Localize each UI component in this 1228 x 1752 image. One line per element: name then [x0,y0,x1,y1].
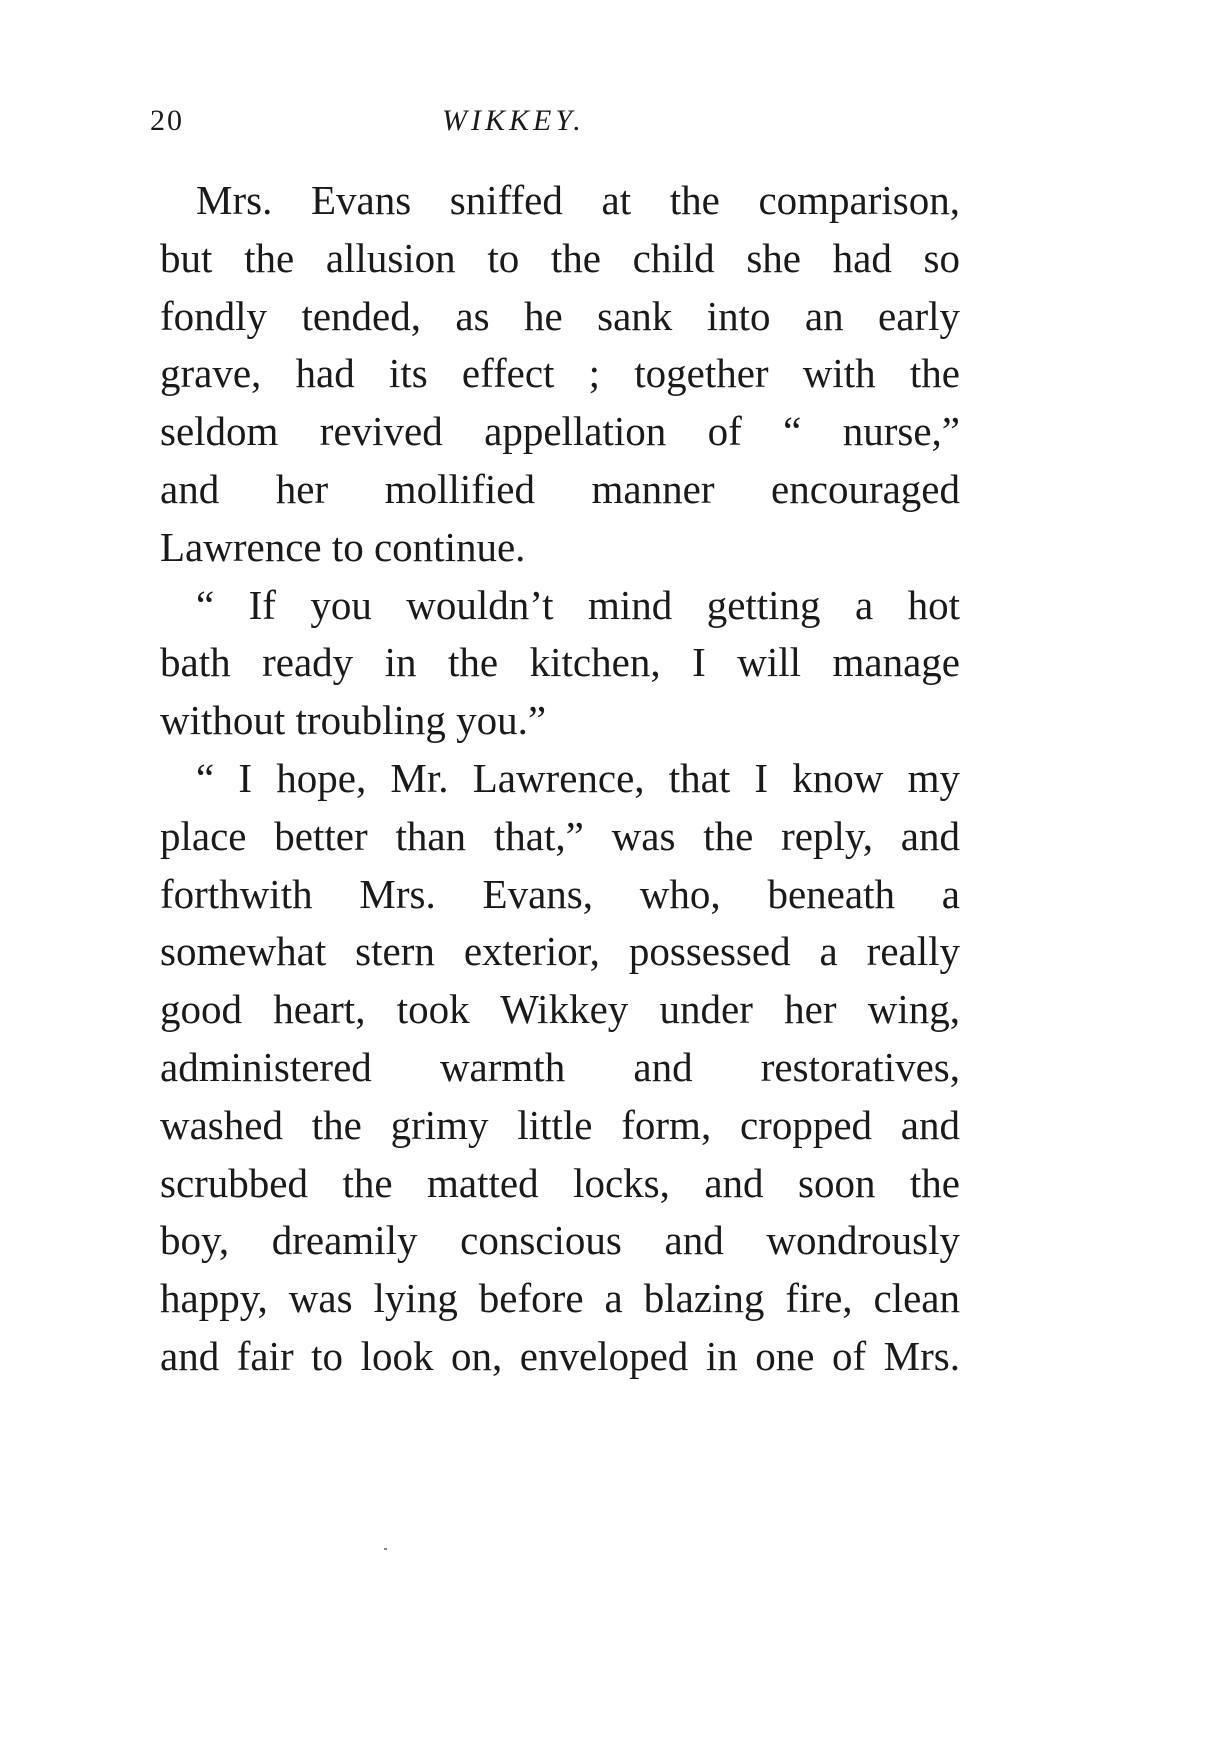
text-line: place better than that,” was the reply, and [160,812,960,859]
paragraph-1 [160,172,960,577]
text-line: forthwith Mrs. Evans, who, beneath a [160,870,960,917]
paragraph-3 [160,750,960,1386]
text-line: administered warmth and restoratives, [160,1043,960,1090]
text-line: seldom revived appellation of “ nurse,” [160,408,960,455]
text-line: good heart, took Wikkey under her wing, [160,986,960,1033]
text-line: and fair to look on, enveloped in one of Mrs. [160,1332,960,1379]
running-title: WIKKEY. [442,104,585,137]
text-line: “ I hope, Mr. Lawrence, that I know my [196,754,960,801]
text-line: Mrs. Evans sniffed at the comparison, [196,177,960,223]
text-line: and her mollified manner encouraged [160,465,960,512]
text-line: happy, was lying before a blazing fire, clean [160,1275,960,1322]
text-line: somewhat stern exterior, possessed a really [160,928,960,975]
text-line: Lawrence to continue. [160,523,526,570]
text-line: “ If you wouldn’t mind getting a hot [196,581,960,628]
text-line: scrubbed the matted locks, and soon the [160,1159,960,1206]
paragraph-2 [160,577,960,750]
body-text [160,172,960,1386]
text-line: boy, dreamily conscious and wondrously [160,1217,960,1264]
text-line: bath ready in the kitchen, I will manage [160,639,960,686]
text-line: washed the grimy little form, cropped and [160,1101,960,1148]
text-line: but the allusion to the child she had so [160,234,960,281]
page-header [150,104,870,154]
text-line: without troubling you.” [160,697,547,744]
ink-speck [384,1548,387,1550]
text-line: grave, had its effect ; together with the [160,350,960,397]
page-number: 20 [150,104,184,137]
text-line: fondly tended, as he sank into an early [160,292,960,339]
